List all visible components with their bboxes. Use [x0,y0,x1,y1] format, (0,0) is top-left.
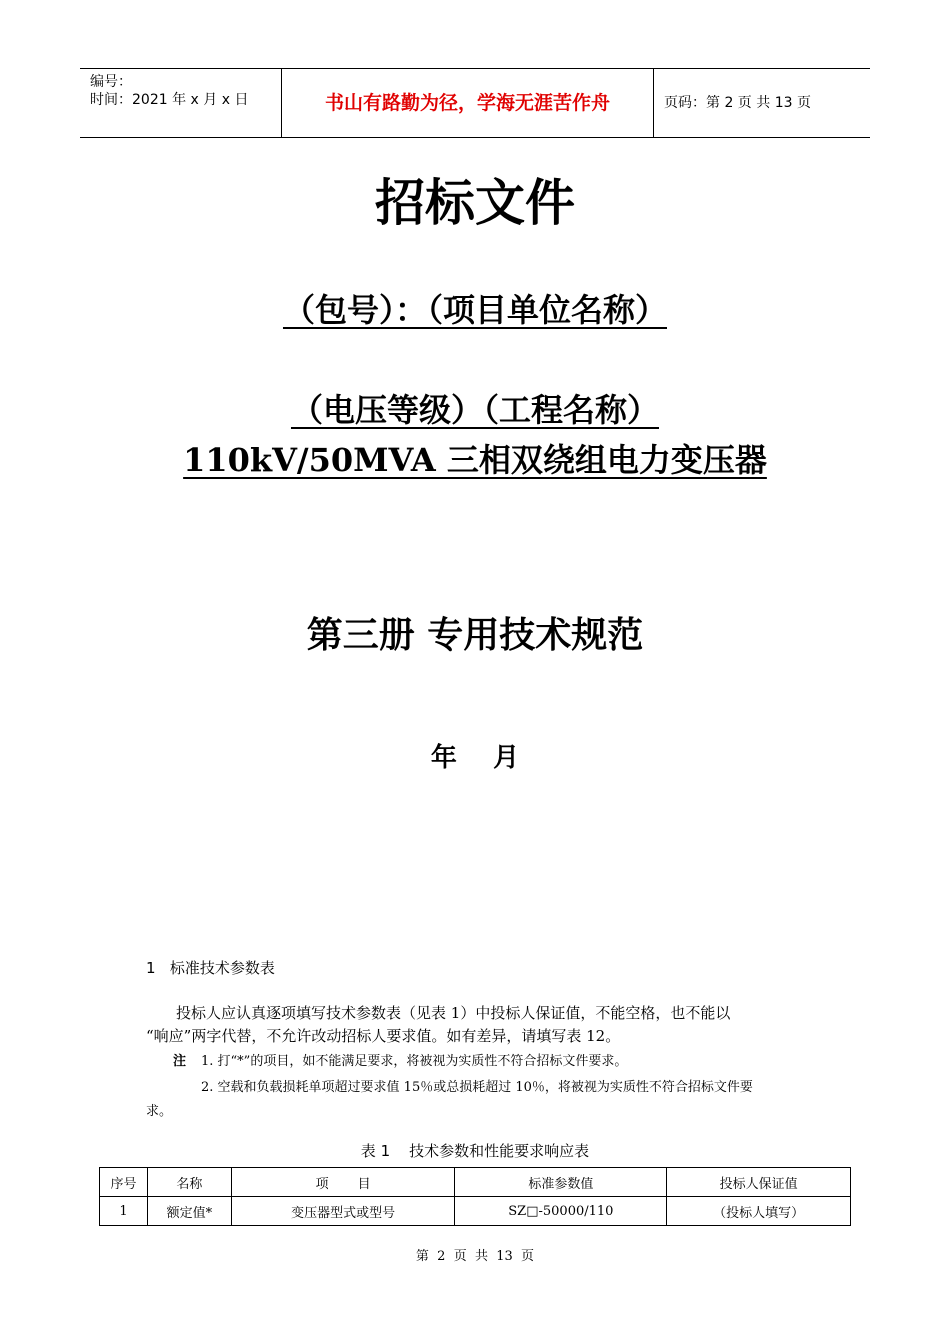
date-line: 年 月 [430,743,520,773]
header-meta-cell [80,69,282,137]
header-motto-cell [282,69,654,137]
volume-title: 第三册 专用技术规范 [306,615,644,656]
header-cell: 序号 [100,1168,148,1197]
spec-table [99,1167,851,1226]
page-footer: 第 2 页 共 13 页 [415,1249,535,1264]
header-cell: 名称 [147,1168,231,1197]
time-label: 时间：2021 年 x 月 x 日 [90,92,249,108]
product-line: 110kV/50MVA 三相双绕组电力变压器 [183,441,767,479]
table-caption: 表 1 技术参数和性能要求响应表 [360,1142,590,1160]
paragraph-line-2: “响应”两字代替，不允许改动招标人要求值。如有差异，请填写表 12。 [146,1027,621,1045]
note-2-line-1: 2. 空载和负载损耗单项超过要求值 15％或总损耗超过 10％，将被视为实质性不符合招标文件要 [201,1080,753,1095]
header-cell: 项 目 [231,1168,455,1197]
table-row [100,1197,851,1226]
main-title: 招标文件 [375,174,575,232]
voltage-line: （电压等级）（工程名称） [290,391,659,429]
paragraph-line-1: 投标人应认真逐项填写技术参数表（见表 1）中投标人保证值，不能空格，也不能以 [176,1004,731,1022]
table-cell: 1 [100,1197,148,1226]
page-header [80,68,870,138]
note-1: 1. 打“*”的项目，如不能满足要求，将被视为实质性不符合招标文件要求。 [201,1054,628,1069]
table-cell: SZ□-50000/110 [455,1197,667,1226]
page-label: 页码：第 2 页 共 13 页 [664,95,811,111]
motto-text: 书山有路勤为径，学海无涯苦作舟 [324,92,610,114]
note-2-line-2: 求。 [146,1104,173,1119]
table-cell: 额定值* [147,1197,231,1226]
table-header-row [100,1168,851,1197]
header-cell: 投标人保证值 [667,1168,851,1197]
table-cell: 变压器型式或型号 [231,1197,455,1226]
note-label: 注 [173,1054,187,1069]
table-cell: （投标人填写） [667,1197,851,1226]
header-cell: 标准参数值 [455,1168,667,1197]
package-line: （包号）：（项目单位名称） [282,291,667,329]
serial-label: 编号： [90,74,132,90]
section-heading: 1 标准技术参数表 [146,959,275,977]
header-page-cell [654,69,870,137]
